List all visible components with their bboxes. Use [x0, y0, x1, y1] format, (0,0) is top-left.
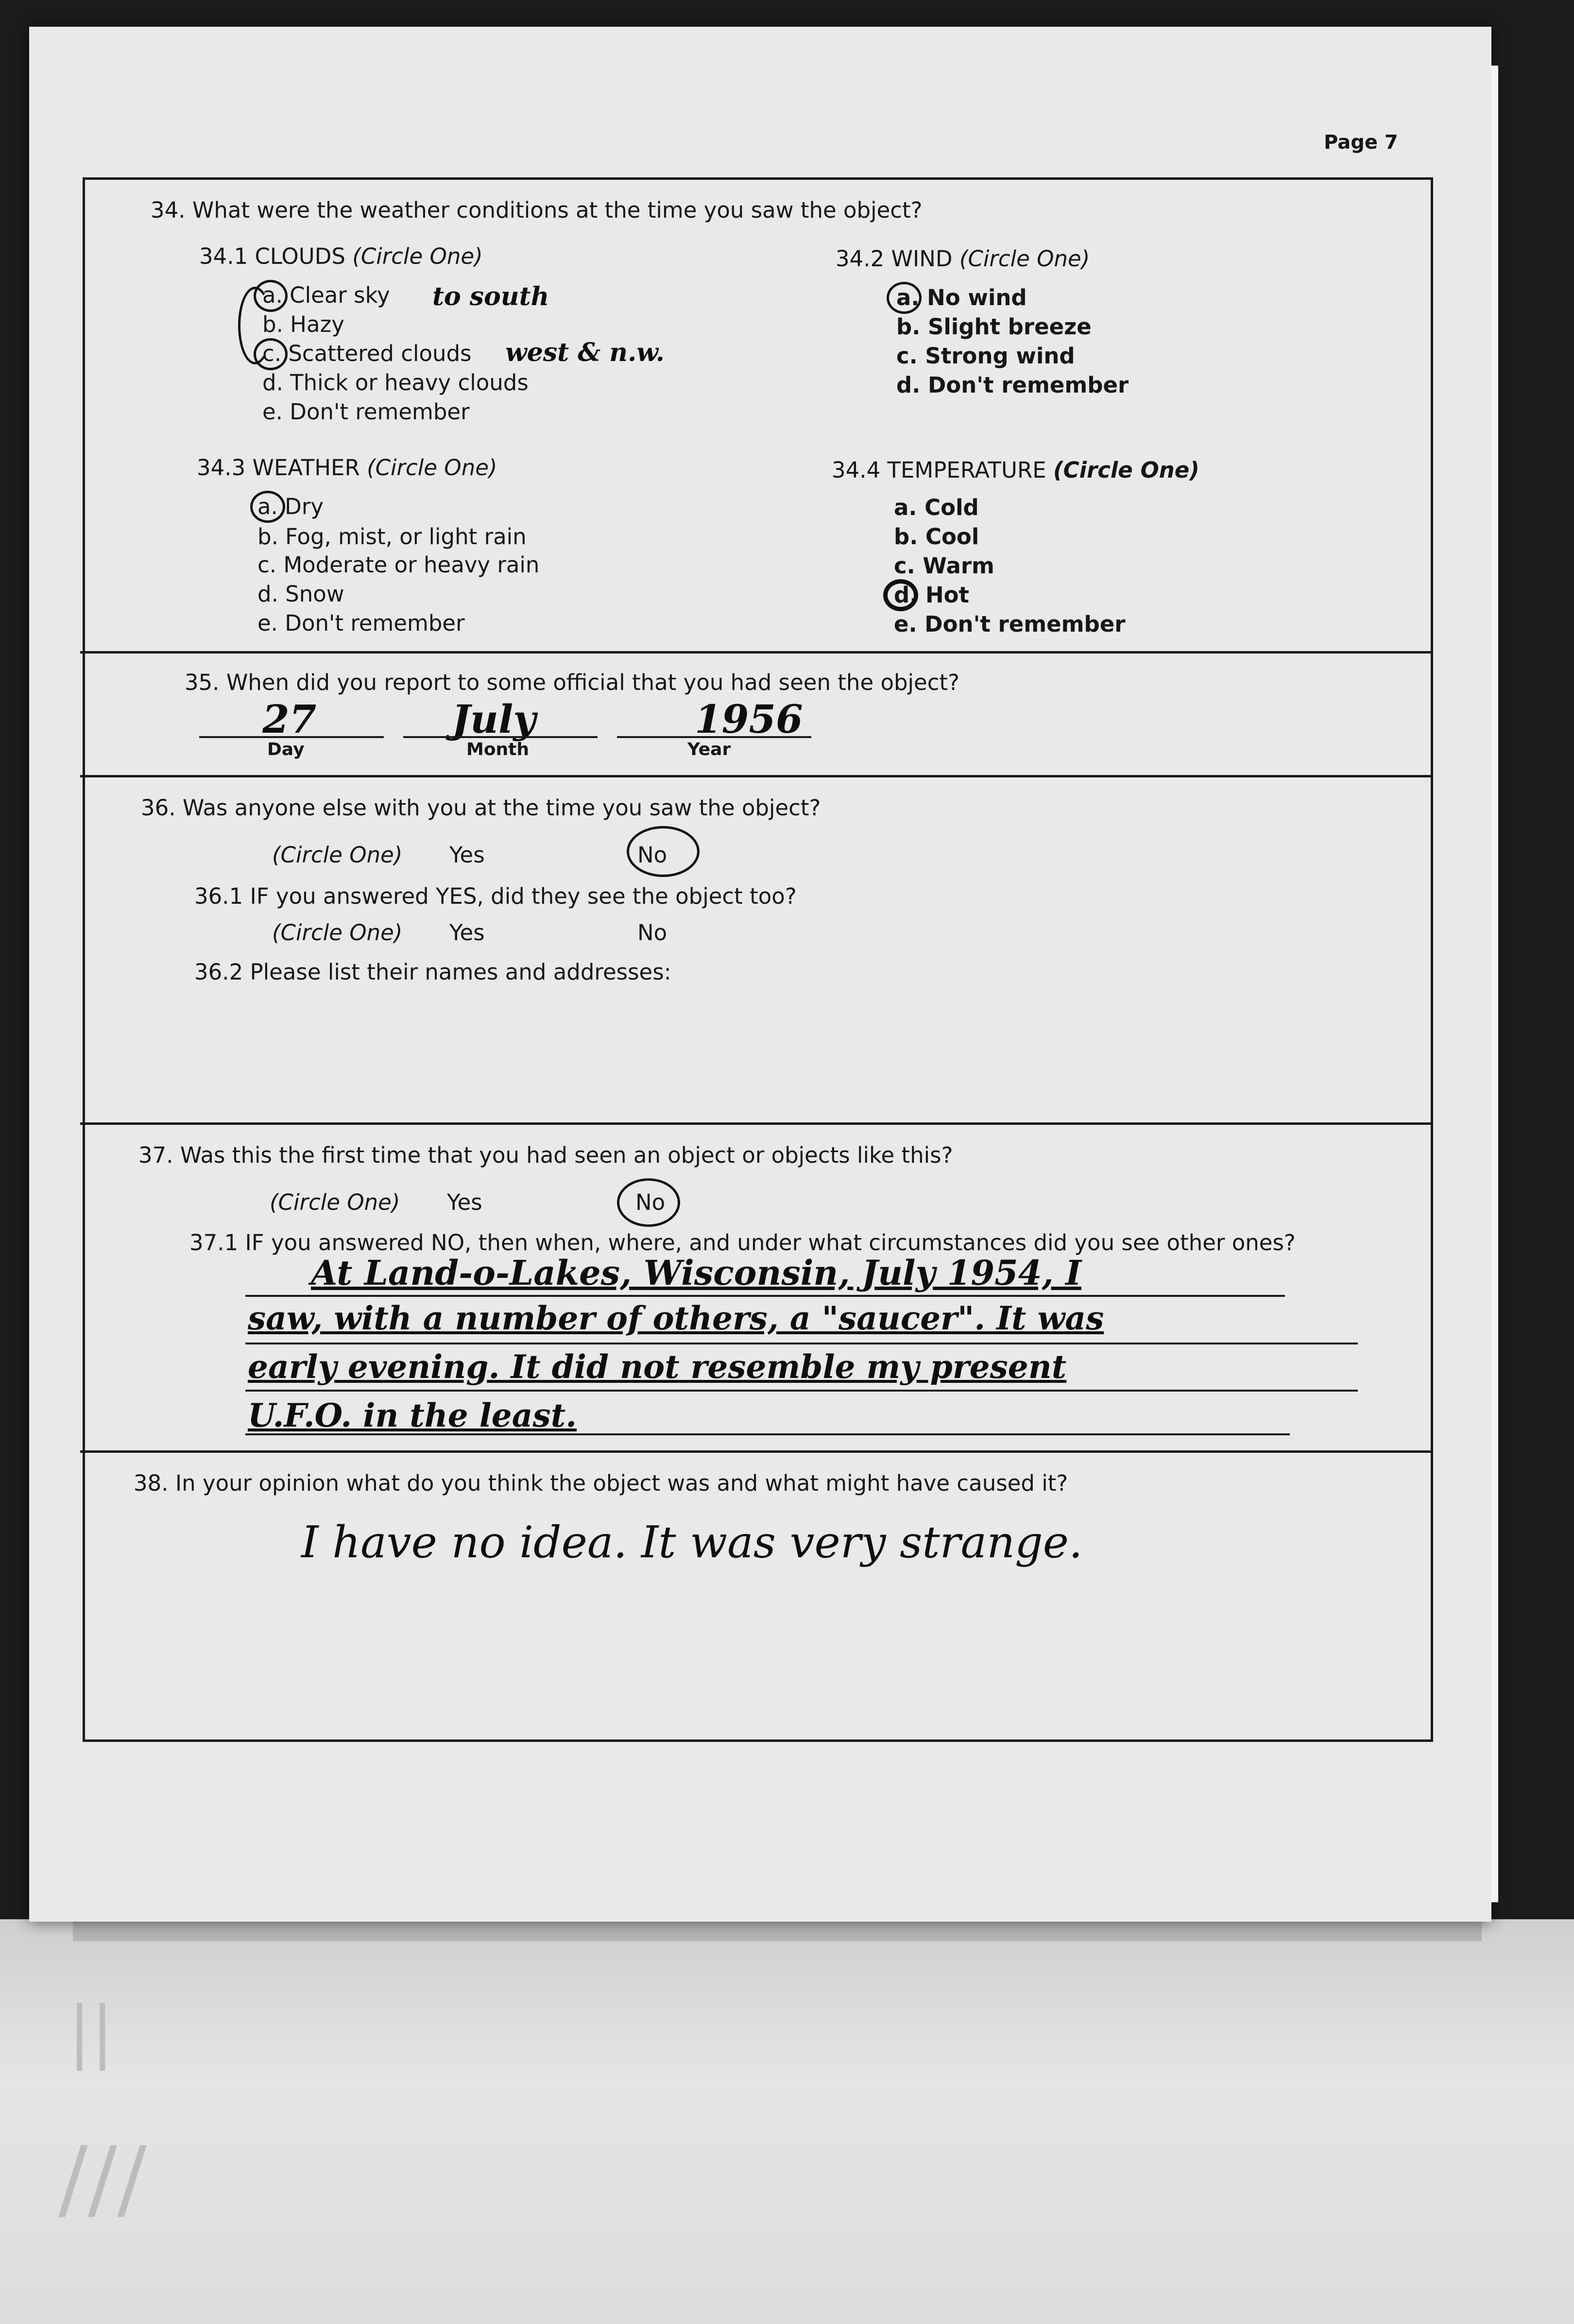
clouds-option-e[interactable]: e. Don't remember — [262, 399, 470, 425]
weather-option-d[interactable]: d. Snow — [257, 581, 344, 607]
clouds-title: 34.1 CLOUDS (Circle One) — [199, 243, 483, 269]
temperature-d-circle-mark — [883, 579, 918, 611]
weather-a-circle-mark — [250, 491, 285, 523]
report-day-value[interactable]: 27 — [262, 696, 317, 742]
q36-1-instruction: (Circle One) — [272, 920, 403, 946]
weather-option-b[interactable]: b. Fog, mist, or light rain — [257, 524, 527, 550]
question-35: 35. When did you report to some official that you had seen the object? — [185, 670, 959, 695]
q37-no-circle-mark — [617, 1178, 680, 1227]
report-year-value[interactable]: 1956 — [695, 696, 803, 742]
clouds-note-c: west & n.w. — [505, 338, 665, 367]
temperature-option-c[interactable]: c. Warm — [894, 553, 994, 579]
clouds-option-c[interactable]: c. Scattered clouds — [262, 341, 472, 366]
temperature-title: 34.4 TEMPERATURE (Circle One) — [832, 457, 1199, 483]
clouds-bracket-mark — [238, 287, 272, 364]
question-36: 36. Was anyone else with you at the time you saw the object? — [141, 795, 821, 821]
question-34: 34. What were the weather conditions at the time you saw the object? — [151, 197, 923, 223]
question-36-1: 36.1 IF you answered YES, did they see the object too? — [194, 883, 797, 909]
question-36-2: 36.2 Please list their names and addresses: — [194, 959, 671, 985]
temperature-option-b[interactable]: b. Cool — [894, 524, 979, 550]
temperature-option-e[interactable]: e. Don't remember — [894, 611, 1126, 637]
q37-instruction: (Circle One) — [270, 1189, 400, 1215]
weather-option-e[interactable]: e. Don't remember — [257, 610, 465, 636]
divider-37-38 — [80, 1450, 1431, 1453]
temperature-option-a[interactable]: a. Cold — [894, 495, 979, 520]
month-label: Month — [466, 740, 530, 759]
q36-yes[interactable]: Yes — [449, 842, 485, 868]
month-line — [403, 736, 598, 738]
year-line — [617, 736, 811, 738]
q37-answer-line-4[interactable]: U.F.O. in the least. — [248, 1396, 577, 1434]
clouds-option-a[interactable]: a. Clear sky — [262, 282, 390, 308]
wind-option-a[interactable]: a. No wind — [896, 285, 1027, 310]
answer-rule-4 — [245, 1433, 1290, 1435]
question-37: 37. Was this the first time that you had seen an object or objects like this? — [138, 1142, 953, 1168]
wind-option-d[interactable]: d. Don't remember — [896, 372, 1129, 398]
q36-1-yes[interactable]: Yes — [449, 920, 485, 946]
weather-option-c[interactable]: c. Moderate or heavy rain — [257, 552, 540, 578]
divider-35-36 — [80, 775, 1431, 777]
answer-rule-1 — [245, 1295, 1285, 1297]
question-38: 38. In your opinion what do you think the object was and what might have caused it? — [134, 1470, 1068, 1496]
background-sheet — [0, 1919, 1574, 2324]
clouds-note-a: to south — [432, 282, 549, 311]
divider-34-35 — [80, 651, 1431, 654]
wind-title: 34.2 WIND (Circle One) — [836, 246, 1090, 272]
q36-no-circle-mark — [627, 826, 700, 877]
weather-option-a[interactable]: a. Dry — [257, 494, 324, 519]
clouds-option-d[interactable]: d. Thick or heavy clouds — [262, 370, 529, 396]
year-label: Year — [687, 740, 731, 759]
faint-mark-lower: /// — [58, 2128, 147, 2230]
clouds-option-b[interactable]: b. Hazy — [262, 311, 344, 337]
page-edge — [1491, 66, 1498, 1902]
q36-no[interactable]: No — [637, 842, 667, 868]
question-37-1: 37.1 IF you answered NO, then when, where, and under what circumstances did you see other ones? — [189, 1230, 1296, 1256]
page-number: Page 7 — [1324, 131, 1398, 154]
q36-instruction: (Circle One) — [272, 842, 403, 868]
q37-no[interactable]: No — [635, 1189, 666, 1215]
wind-a-circle-mark — [887, 282, 922, 314]
q37-answer-line-1[interactable]: At Land-o-Lakes, Wisconsin, July 1954, I — [311, 1253, 1081, 1293]
weather-title: 34.3 WEATHER (Circle One) — [197, 455, 497, 481]
q37-answer-line-3[interactable]: early evening. It did not resemble my present — [248, 1348, 1067, 1386]
day-label: Day — [267, 740, 305, 759]
q37-answer-line-2[interactable]: saw, with a number of others, a "saucer". It was — [248, 1299, 1104, 1337]
wind-option-b[interactable]: b. Slight breeze — [896, 314, 1092, 340]
page-shadow-strip — [73, 1922, 1482, 1941]
q38-answer[interactable]: I have no idea. It was very strange. — [301, 1517, 1083, 1568]
q36-1-no[interactable]: No — [637, 920, 667, 946]
report-month-value[interactable]: July — [452, 696, 536, 742]
answer-rule-2 — [245, 1343, 1358, 1344]
day-line — [199, 736, 384, 738]
wind-option-c[interactable]: c. Strong wind — [896, 343, 1075, 369]
temperature-option-d[interactable]: d. Hot — [894, 582, 970, 608]
divider-36-37 — [80, 1122, 1431, 1125]
q37-yes[interactable]: Yes — [447, 1189, 482, 1215]
faint-mark-upper: || — [68, 1992, 114, 2071]
answer-rule-3 — [245, 1390, 1358, 1392]
